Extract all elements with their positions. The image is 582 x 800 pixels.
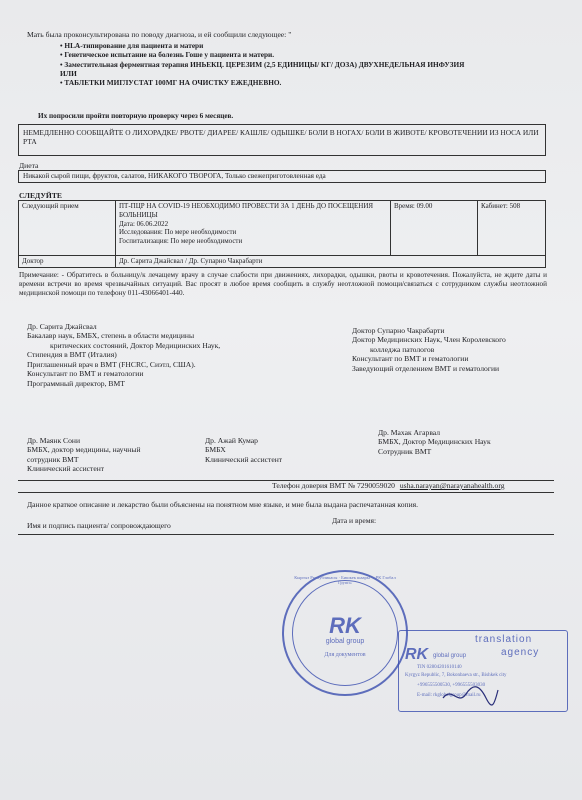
round-stamp [282,570,408,696]
appointment-details [116,201,391,256]
doctor-card [352,326,552,373]
follow-label: СЛЕДУЙТЕ [19,191,62,200]
doctor-credential: Приглашенный врач в ВМТ (FHCRC, Сиэтл, США). [27,359,196,369]
doctor-credential: Клинический ассистент [205,454,283,464]
doctor-label: Доктор [19,256,116,268]
appointment-label: Следующий прием [19,201,116,256]
rect-stamp-phones: +996555500530, +996555503030 [417,683,486,688]
round-stamp-docs: Для документов [324,652,366,658]
doctor-credential: Консультант по ВМТ и гематологии [352,354,469,364]
doctor-credential: Бакалавр наук, БМБХ, степень в области медицины [27,331,195,341]
divider [18,492,554,493]
list-item: • Заместительная ферментная терапия ИНЬЕКЦ. ЦЕРЕЗИМ (2,5 ЕДИНИЦЫ/ КГ/ ДОЗА) ДВУХНЕДЕЛЬНАЯ ИНФУЗИЯ [60,60,465,70]
doctor-credential: Программный директор, ВМТ [27,378,125,388]
note-text: Примечание: - Обратитесь в больницу/к лечащему врачу в случае слабости при движениях, лихорадки, одышки, рвоты и кровотечения. Пожалуйста, не ждите даты и времени встречи во время чрезвычайных ситуаций. Вас просят в любое время сообщить в службу неотложной помощи/связаться с сотрудником службы неотложной медицинской помощи по телефону 011-43066401-440. [19,271,547,297]
warning-box [18,124,546,156]
hotline [272,481,505,490]
round-stamp-logo: RK [329,613,361,638]
doctor-name: Доктор Супарно Чакрабарти [352,326,445,335]
rect-stamp-logo: RK [405,646,429,663]
doctor-name: Др. Ажай Кумар [205,436,258,445]
list-item: • HLA-типирование для пациента и матери [60,41,204,50]
diet-label: Диета [19,161,39,170]
appointment-table [18,200,546,268]
round-stamp-outer-text: Кыргыз Республикасы · Бишкек шаары · «РК Глобал Групп» [294,575,396,585]
date-time-label: Дата и время: [332,516,377,525]
rect-stamp-line1: translation [475,634,533,645]
doctor-credential: БМБХ, доктор медицины, научный [27,445,141,455]
doctor-credential: Доктор Медицинских Наук, Член Королевского [352,335,506,345]
diet-box [18,170,546,183]
doctor-credential: сотрудник ВМТ [27,454,79,464]
appointment-cabinet: Кабинет: 508 [478,201,546,256]
hotline-email[interactable]: usha.narayan@narayanahealth.org [399,481,505,490]
diet-text: Никакой сырой пищи, фруктов, салатов, НИКАКОГО ТВОРОГА, Только свежеприготовленная еда [23,172,326,180]
divider [18,534,554,535]
appointment-research: Исследования: По мере необходимости [119,228,237,237]
instructions-list [60,41,550,88]
doctor-card [27,322,247,388]
warning-text: НЕМЕДЛЕННО СООБЩАЙТЕ О ЛИХОРАДКЕ/ РВОТЕ/ ДИАРЕЕ/ КАШЛЕ/ ОДЫШКЕ/ БОЛИ В НОГАХ/ БОЛИ В ЖИВОТЕ/ КРОВОТЕЧЕНИИ ИЗ НОСА ИЛИ РТА [23,128,539,147]
appointment-time: Время: 09.00 [391,201,478,256]
rect-stamp-subtitle: global group [433,653,467,659]
appointment-title: ПТ-ПЦР НА COVID-19 НЕОБХОДИМО ПРОВЕСТИ ЗА 1 ДЕНЬ ДО ПОСЕЩЕНИЯ БОЛЬНИЦЫ [119,202,374,219]
doctor-credential: Заведующий отделением ВМТ и гематологии [352,363,500,373]
rect-stamp-tin: TIN 02804201610140 [417,665,462,670]
appointment-date: Дата: 06.06.2022 [119,219,169,228]
list-item: ИЛИ [60,69,77,79]
doctor-credential: критических состояний, Доктор Медицинских Наук, [50,340,221,350]
doctor-credential: Консультант по ВМТ и гематологии [27,369,144,379]
doctor-value: Др. Сарита Джайсвал / Др. Супарно Чакрабарти [116,256,546,268]
signature-scribble [440,680,500,710]
doctor-credential: Сотрудник ВМТ [378,446,432,456]
list-item: • ТАБЛЕТКИ МИГЛУСТАТ 100МГ НА ОЧИСТКУ ЕЖЕДНЕВНО. [60,78,282,88]
doctor-credential: БМБХ [205,445,226,455]
rect-stamp-line2: agency [501,647,540,658]
signature-label: Имя и подпись пациента/ сопровождающего [27,521,171,530]
rect-stamp-email: E-mail: rkglobalgroup@mail.ru [417,693,481,698]
doctor-credential: БМБХ, Доктор Медицинских Наук [378,437,491,447]
list-item: • Генетическое испытание на болезнь Гоше у пациента и матери. [60,50,275,60]
followup-text: Их попросили пройти повторную проверку через 6 месяцев. [38,112,234,120]
doctor-credential: Клинический ассистент [27,464,105,474]
doctor-name: Др. Маянк Сони [27,436,81,445]
doctor-card [27,436,187,474]
doctor-card [378,428,548,456]
doctor-name: Др. Сарита Джайсвал [27,322,97,331]
doctor-credential: колледжа патологов [370,344,435,354]
hotline-number: Телефон доверия ВМТ № 7290059020 [272,481,395,490]
doctor-name: Др. Махак Агарвал [378,428,441,437]
round-stamp-subtitle: global group [325,638,365,645]
doctor-card [205,436,325,464]
doctor-credential: Стипендия в ВМТ (Италия) [27,350,117,360]
consent-text: Данное краткое описание и лекарство были объяснены на понятном мне языке, и мне была выдана распечатанная копия. [27,500,419,509]
intro-text: Мать была проконсультирована по поводу диагноза, и ей сообщили следующее: " [27,30,292,39]
rect-stamp-address: Kyrgyz Republic, 7, Bokonbaeva str., Bishkek city [405,673,507,678]
appointment-hospitalization: Госпитализация: По мере необходимости [119,237,243,245]
